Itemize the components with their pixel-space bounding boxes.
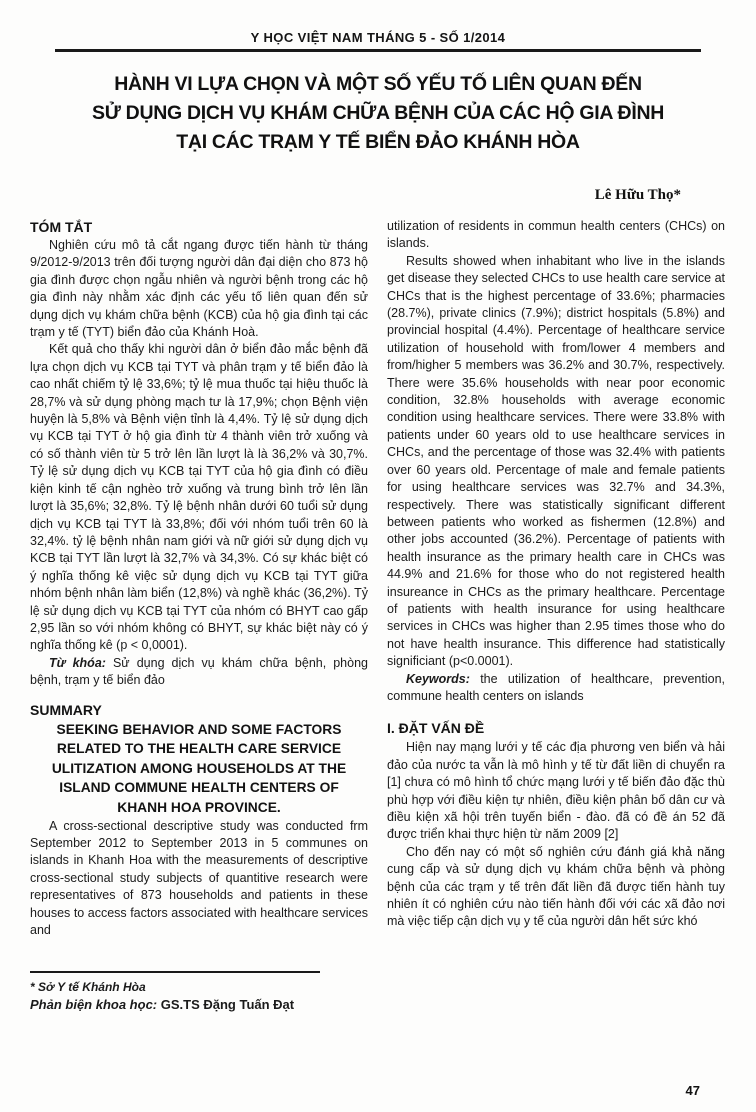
section-heading-introduction: I. ĐẶT VẤN ĐỀ — [387, 720, 485, 737]
footnote-reviewer — [30, 996, 368, 1014]
footnote-reviewer-label: Phản biện khoa học: — [30, 997, 158, 1012]
article-title-line-3: TẠI CÁC TRẠM Y TẾ BIỂN ĐẢO KHÁNH HÒA — [176, 131, 580, 153]
english-abstract-continuation: utilization of residents in commun health centers (CHCs) on islands. — [387, 219, 725, 251]
footnote-reviewer-name: GS.TS Đặng Tuấn Đạt — [157, 997, 295, 1012]
footnote-affiliation: * Sở Y tế Khánh Hòa — [30, 980, 146, 994]
summary-paragraph: A cross-sectional descriptive study was conducted frm September 2012 to September 2013 in 5 communes on islands in Khanh Hoa with the measurements of descriptive cross-sectional study subjects of quantitive research were representatives of 873 households and patients in these houses to access factors associated with healthcare services and — [30, 818, 368, 937]
journal-header: Y HỌC VIỆT NAM THÁNG 5 - SỐ 1/2014 — [250, 30, 506, 45]
introduction-paragraph-2: Cho đến nay có một số nghiên cứu đánh giá khả năng cung cấp và sử dụng dịch vụ khám chữa bệnh và phòng bệnh của các trạm y tế trên đất liền đã được tiến hành tuy nhiên ít có nghiên cứu nào tiến hành đối với các xã đảo nơi mà việc tiếp cận dịch vụ y tế của người dân hết sức khó — [387, 844, 725, 929]
right-column — [387, 218, 725, 1070]
article-title — [30, 70, 726, 157]
left-column — [30, 218, 368, 1070]
english-abstract-results: Results showed when inhabitant who live in the islands get disease they selected CHCs to use health care service at CHCs that is the highest percentage of 33.6%; pharmacies (28.7%), private clinics (7.9%); district hospitals (5.8%) and provincial hospital (4.4%). Percentage of healthcare service utilization of household with from/lower 4 members and from/higher 5 members was 36.2% and 30.7%, respectively. There were 35.6% households with near poor economic condition, 32.8% households with average economic condition using healthcare services. There were 33.8% with patients under 60 years old to use healthcare services in CHCs, and the percentage of those was 32.4% with patients over 60 years old. Percentage of male and female patients for using healthcare services was 32.7% and 34.3%, respectively. There was statistically significant different between patients who worked as fishermen (12.8%) and other jobs accounted (36.2%). Percentage of patients with health insurance as the primary health care in CHCs was 44.9% and 21.6% for those who do not registered health insureance in CHCs as the primary healthcare. Percentage of patients with health insurance for using healthcare services in CHCs was higher than 2.95 times those who do not have health insurance. This difference had statistically significiant (p<0.0001). — [387, 253, 725, 669]
introduction-paragraph-1: Hiện nay mạng lưới y tế các địa phương ven biển và hải đảo của nước ta vẫn là mô hình y tế từ đất liền di chuyển ra [1] chưa có mô hình tổ chức mạng lưới y tế biến đảo đặc thù phù hợp với điều kiện tự nhiên, điều kiện phân bố dân cư và điều kiện xã hội trên tuyến biển - đào. đã có đề án 52 đã được triển khai thực hiện từ năm 2009 [2] — [387, 740, 725, 842]
abstract-paragraph-methods: Nghiên cứu mô tả cắt ngang được tiến hành từ tháng 9/2012-9/2013 trên đối tượng người dân đại diện cho 873 hộ gia đình được chọn ngẫu nhiên và người bệnh trong các hộ gia đình này nhằm xác định các yếu tố liên quan đến sử dụng dịch vụ khám chữa bệnh (KCB) của hộ gia đình tại các trạm y tế (TYT) biển đảo của Khánh Hoà. — [30, 238, 368, 340]
summary-heading: SUMMARY — [30, 701, 102, 718]
article-title-line-1: HÀNH VI LỰA CHỌN VÀ MỘT SỐ YẾU TỐ LIÊN QUAN ĐẾN — [114, 73, 642, 95]
header-rule — [55, 49, 701, 52]
keywords-english-label: Keywords: — [406, 671, 470, 686]
summary-english-title: SEEKING BEHAVIOR AND SOME FACTORS RELATED TO THE HEALTH CARE SERVICE ULITIZATION AMONG HOUSEHOLDS AT THE ISLAND COMMUNE HEALTH CENTERS OF KHANH HOA PROVINCE. — [51, 721, 347, 815]
keywords-vietnamese-text: Sử dụng dịch vụ khám chữa bệnh, phòng bệnh, trạm y tế biển đảo — [30, 655, 368, 688]
keywords-vietnamese-label: Từ khóa: — [49, 655, 106, 670]
footnote — [30, 971, 368, 1070]
keywords-vietnamese — [30, 655, 368, 690]
author-name: Lê Hữu Thọ* — [594, 187, 681, 203]
keywords-english — [387, 671, 725, 706]
two-column-body — [30, 218, 726, 1070]
article-title-line-2: SỬ DỤNG DỊCH VỤ KHÁM CHỮA BỆNH CỦA CÁC HỘ GIA ĐÌNH — [91, 102, 665, 124]
abstract-paragraph-results: Kết quả cho thấy khi người dân ở biển đảo mắc bệnh đã lựa chọn dịch vụ KCB tại TYT và phân trạm y tế biển đảo là cao nhất chiếm tỷ lệ 33,6%; tỷ lệ mua thuốc tại hiệu thuốc là 28,7% và sử dụng phòng mạch tư là 17,9%; chọn Bệnh viện huyện là 5,8% và Bệnh viện tỉnh là 4,4%. Tỷ lệ sử dụng dịch vụ KCB tại TYT ở hộ gia đình từ 4 thành viên trở xuống và có số thành viên từ 5 trở lên lần lượt là là 36,2% và 30,7%. Tỷ lệ sử dụng dịch vụ KCB tại TYT của hộ gia đình có điều kiện kinh tế cận nghèo trở xuống và trung bình trở lên lần lượt là 35,6%; 32,8%. Tỷ lệ bệnh nhân dưới 60 tuổi sử dụng dịch vụ KCB tại TYT là 33,8%; đối với nhóm tuổi trên 60 là 32,4%. tỷ lệ bệnh nhân nam giới và nữ giới sử dụng dịch vụ KCB tại TYT lần lượt là 32,7% và 34,3%. Có sự khác biệt có ý nghĩa thống kê việc sử dụng dịch vụ KCB tại TYT giữa nhóm bệnh nhân làm biển (12,8%) và nghề khác (36,2%). Tỷ lệ sử dụng dịch vụ KCB tại TYT của nhóm có BHYT cao gấp 2,95 lần so với nhóm không có BHYT, sự khác biệt này có ý nghĩa thống kê (p < 0,0001). — [30, 342, 368, 653]
abstract-heading: TÓM TẮT — [30, 219, 93, 235]
page-number: 47 — [685, 1083, 700, 1098]
keywords-english-text: the utilization of healthcare, prevention, commune health centers on islands — [387, 671, 725, 703]
footnote-rule — [30, 971, 320, 973]
